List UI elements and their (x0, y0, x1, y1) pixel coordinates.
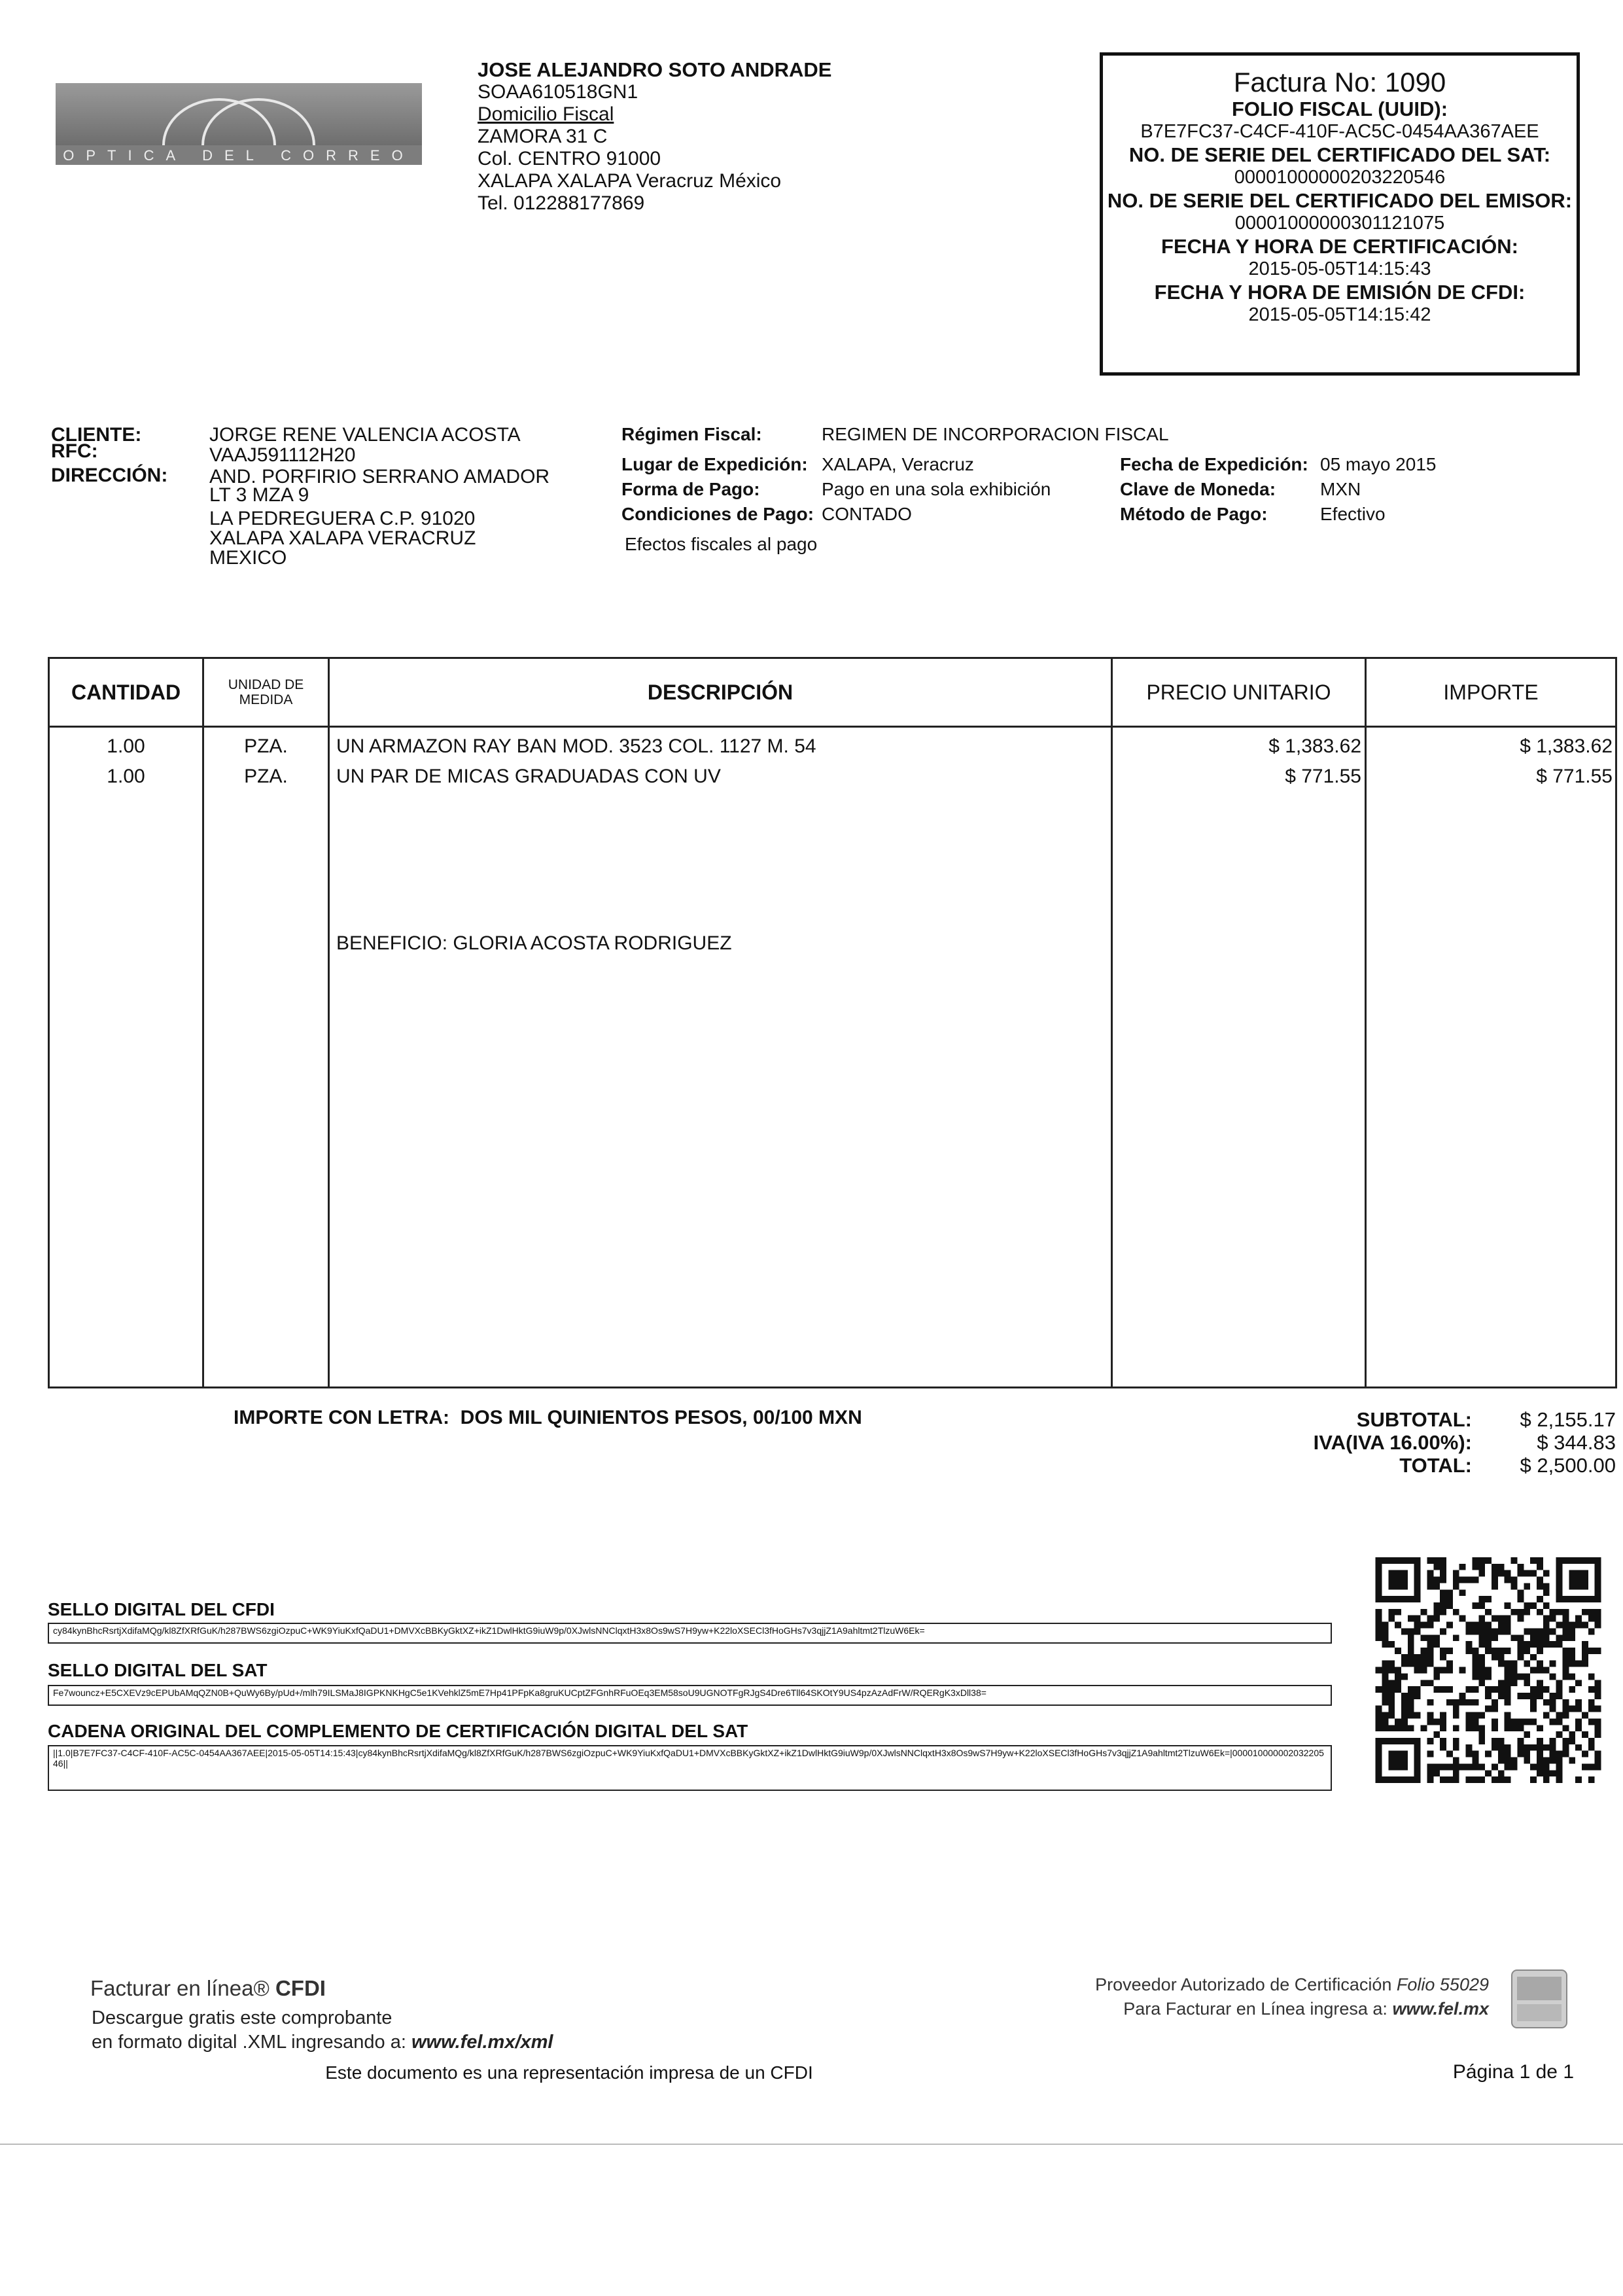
sello-cfdi-box: cy84kynBhcRsrtjXdifaMQg/kl8ZfXRfGuK/h287BWS6zgiOzpuC+WK9YiuKxfQaDU1+DMVXcBBKyGktXZ+ikZ1DwlHktG9iuW9p/0XJwlsNNClqxtH3x8Os9wS7H9yw+K22loXSECl3fHoGHs7v3qjjZ1A9ahltmt2TlzuW6Ek= (48, 1623, 1332, 1644)
sello-sat-box: Fe7wouncz+E5CXEVz9cEPUbAMqQZN0B+QuWy6By/pUd+/mlh79ILSMaJ8IGPKNKHgC5e1KVehklZ5mE7Hp41PFpKa8gruKUCptZFGnhRFuOEq3EM58soU9UGNOTFgRJgS4Dre6Tll64SKOtY9US4pzAzAdFrW/RQERgK3xDll38= (48, 1685, 1332, 1706)
descargue-block (92, 2006, 553, 2055)
client-address-1: AND. PORFIRIO SERRANO AMADOR (209, 466, 550, 487)
xml-link[interactable]: www.fel.mx/xml (411, 2032, 553, 2053)
descargue-line-2: en formato digital .XML ingresando a: (92, 2032, 406, 2053)
client-address-3: LA PEDREGUERA C.P. 91020 (209, 508, 476, 529)
client-rfc: VAAJ591112H20 (209, 444, 356, 466)
row1-cantidad: 1.00 (107, 735, 145, 757)
uuid-label: FOLIO FISCAL (UUID): (1231, 97, 1448, 120)
metodo-value: Efectivo (1320, 504, 1386, 524)
header-descripcion: DESCRIPCIÓN (647, 680, 794, 704)
iva-value: $ 344.83 (1537, 1431, 1616, 1454)
issuer-phone: Tel. 012288177869 (478, 192, 645, 214)
row1-importe: $ 1,383.62 (1520, 735, 1613, 757)
issuer-city: XALAPA XALAPA Veracruz México (478, 170, 782, 192)
iva-label: IVA(IVA 16.00%): (1313, 1431, 1472, 1454)
moneda-value: MXN (1320, 479, 1361, 499)
uuid-value: B7E7FC37-C4CF-410F-AC5C-0454AA367AEE (1140, 121, 1539, 142)
total-label: TOTAL: (1399, 1454, 1472, 1477)
header-precio: PRECIO UNITARIO (1146, 680, 1331, 704)
row2-unidad: PZA. (244, 766, 288, 787)
subtotal-value: $ 2,155.17 (1520, 1408, 1616, 1431)
letras-value: DOS MIL QUINIENTOS PESOS, 00/100 MXN (460, 1407, 862, 1428)
svg-text:OPTICA DEL CORREO: OPTICA DEL CORREO (63, 147, 415, 164)
facturar-text: Facturar en línea® (90, 1976, 270, 2000)
descargue-line-1: Descargue gratis este comprobante (92, 2007, 393, 2028)
invoice-info-box (1100, 52, 1580, 376)
emission-date-label: FECHA Y HORA DE EMISIÓN DE CFDI: (1154, 281, 1526, 304)
cadena-original-box: ||1.0|B7E7FC37-C4CF-410F-AC5C-0454AA367AEE|2015-05-05T14:15:43|cy84kynBhcRsrtjXdifaMQg/kl8ZfXRfGuK/h287BWS6zgiOzpuC+WK9YiuKxfQaDU1+DMVXcBBKyGktXZ+ikZ1DwlHktG9iuW9p/0XJwlsNNClqxtH3x8Os9wS7H9yw+K22loXSECl3fHoGHs7v3qjjZ1A9ahltmt2TlzuW6Ek=|00001000000203220546|| (48, 1745, 1332, 1791)
row1-precio: $ 1,383.62 (1268, 735, 1361, 757)
forma-value: Pago en una sola exhibición (822, 479, 1051, 499)
issuer-colonia: Col. CENTRO 91000 (478, 148, 661, 169)
lugar-value: XALAPA, Veracruz (822, 454, 974, 474)
sello-cfdi-label: SELLO DIGITAL DEL CFDI (48, 1599, 275, 1619)
emission-date-value: 2015-05-05T14:15:42 (1248, 304, 1431, 325)
issuer-block (478, 59, 831, 215)
facturar-en-linea (90, 1976, 326, 2001)
cadena-original-label: CADENA ORIGINAL DEL COMPLEMENTO DE CERTIFICACIÓN DIGITAL DEL SAT (48, 1721, 748, 1741)
header-unidad: UNIDAD DE MEDIDA (228, 677, 304, 707)
sat-cert-value: 00001000000203220546 (1234, 167, 1446, 188)
cert-date-label: FECHA Y HORA DE CERTIFICACIÓN: (1161, 235, 1518, 258)
client-address-2: LT 3 MZA 9 (209, 484, 309, 506)
client-address-4: XALAPA XALAPA VERACRUZ (209, 527, 476, 549)
row2-importe: $ 771.55 (1536, 766, 1613, 787)
lugar-label: Lugar de Expedición: (621, 454, 808, 474)
moneda-label: Clave de Moneda: (1120, 479, 1276, 499)
issuer-rfc: SOAA610518GN1 (478, 81, 638, 103)
representacion-impresa: Este documento es una representación impresa de un CFDI (325, 2062, 813, 2083)
condiciones-value: CONTADO (822, 504, 912, 524)
cert-date-value: 2015-05-05T14:15:43 (1248, 258, 1431, 279)
row1-unidad: PZA. (244, 735, 288, 757)
proveedor-text: Proveedor Autorizado de Certificación (1095, 1975, 1392, 1994)
direccion-label: DIRECCIÓN: (51, 465, 168, 486)
footer-divider (0, 2144, 1623, 2145)
invoice-number: Factura No: 1090 (1233, 67, 1446, 97)
page-number: Página 1 de 1 (1452, 2061, 1574, 2083)
importe-con-letra (234, 1407, 862, 1429)
cfdi-text: CFDI (275, 1976, 326, 2000)
letras-label: IMPORTE CON LETRA: (234, 1407, 449, 1428)
issuer-name: JOSE ALEJANDRO SOTO ANDRADE (478, 58, 832, 81)
client-address-5: MEXICO (209, 547, 287, 569)
folio-text: Folio 55029 (1396, 1975, 1489, 1994)
client-name: JORGE RENE VALENCIA ACOSTA (209, 424, 521, 446)
fel-seal-icon (1508, 1968, 1571, 2030)
regimen-value: REGIMEN DE INCORPORACION FISCAL (822, 424, 1169, 444)
metodo-label: Método de Pago: (1120, 504, 1268, 524)
row2-cantidad: 1.00 (107, 766, 145, 787)
header-importe: IMPORTE (1443, 680, 1539, 704)
emisor-cert-value: 00001000000301121075 (1234, 213, 1445, 234)
issuer-street: ZAMORA 31 C (478, 126, 608, 147)
beneficio-line: BENEFICIO: GLORIA ACOSTA RODRIGUEZ (336, 932, 732, 954)
fecha-label: Fecha de Expedición: (1120, 454, 1308, 474)
forma-label: Forma de Pago: (621, 479, 760, 499)
proveedor-block (1095, 1973, 1489, 2021)
optica-del-correo-logo (56, 83, 422, 165)
header-cantidad: CANTIDAD (71, 680, 181, 704)
efectos-fiscales: Efectos fiscales al pago (625, 534, 818, 554)
condiciones-label: Condiciones de Pago: (621, 504, 814, 524)
fel-link[interactable]: www.fel.mx (1392, 1999, 1489, 2019)
para-facturar-text: Para Facturar en Línea ingresa a: (1123, 1999, 1387, 2019)
row2-precio: $ 771.55 (1285, 766, 1361, 787)
qr-code (1374, 1557, 1609, 1783)
cliente-label: CLIENTE: (51, 424, 142, 446)
emisor-cert-label: NO. DE SERIE DEL CERTIFICADO DEL EMISOR: (1107, 189, 1573, 212)
total-value: $ 2,500.00 (1520, 1454, 1616, 1477)
items-table (48, 657, 1617, 1388)
rfc-label: RFC: (51, 440, 98, 462)
domicilio-fiscal-label: Domicilio Fiscal (478, 103, 614, 125)
fecha-value: 05 mayo 2015 (1320, 454, 1437, 474)
sello-sat-label: SELLO DIGITAL DEL SAT (48, 1660, 268, 1680)
regimen-label: Régimen Fiscal: (621, 424, 762, 444)
sat-cert-label: NO. DE SERIE DEL CERTIFICADO DEL SAT: (1128, 143, 1551, 166)
row1-descripcion: UN ARMAZON RAY BAN MOD. 3523 COL. 1127 M. 54 (336, 735, 816, 757)
row2-descripcion: UN PAR DE MICAS GRADUADAS CON UV (336, 766, 721, 787)
subtotal-label: SUBTOTAL: (1356, 1408, 1472, 1431)
